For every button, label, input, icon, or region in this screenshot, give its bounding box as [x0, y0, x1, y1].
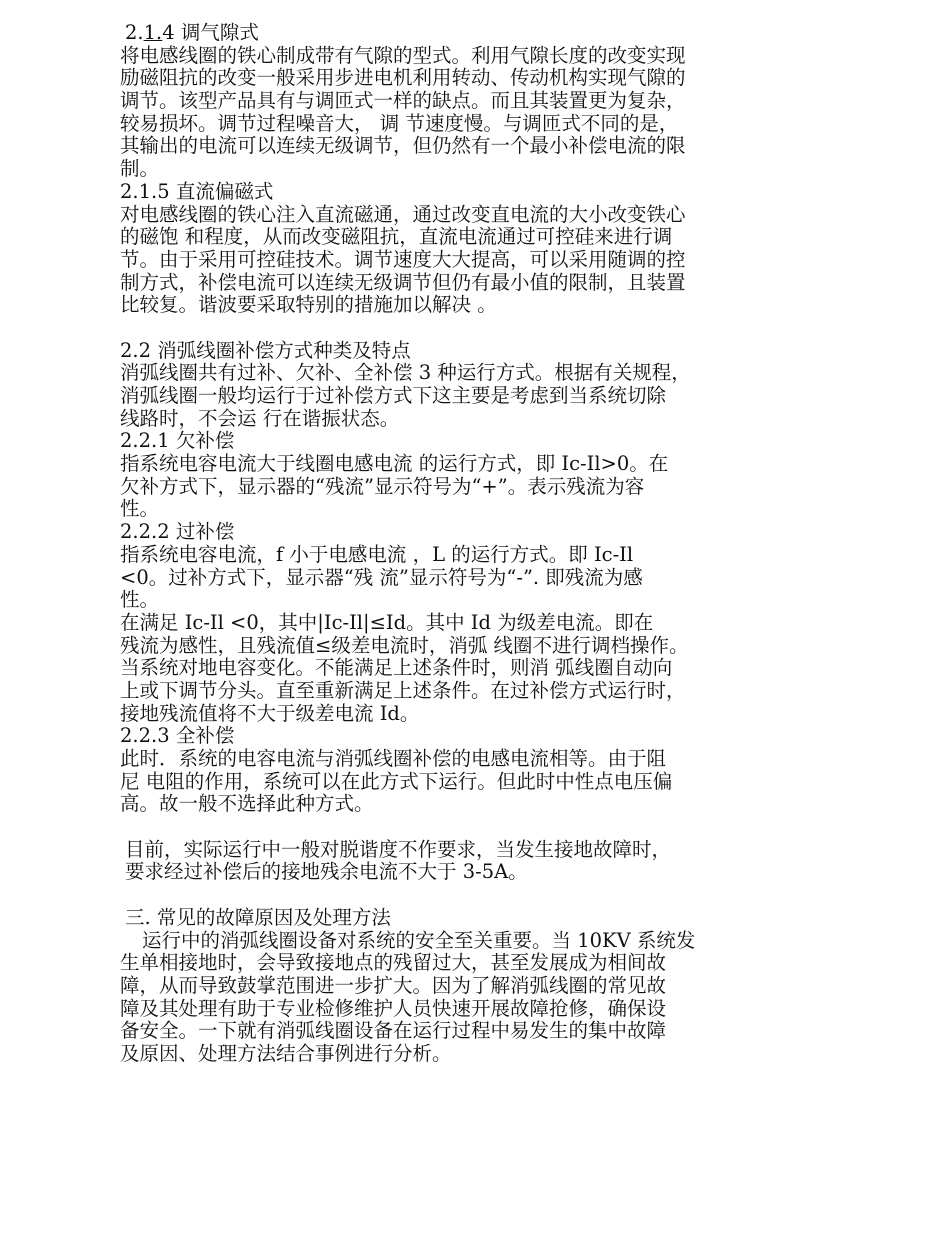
text-line: 指系统电容电流，f 小于电感电流 ，L 的运行方式。即 Ic-Il	[120, 542, 634, 566]
text-line: 要求经过补偿后的接地残余电流不大于 3-5A。	[125, 860, 528, 884]
text-line: 此时．系统的电容电流与消弧线圈补偿的电感电流相等。由于阻	[120, 747, 667, 770]
text-line: 节。由于采用可控硅技术。调节速度大大提高，可以采用随调的控	[120, 247, 686, 271]
blank-line	[120, 884, 770, 907]
blank-line	[120, 317, 770, 340]
text-line: 运行中的消弧线圈设备对系统的安全至关重要。当 10KV 系统发	[142, 928, 696, 952]
text-line: 障及其处理有助于专业检修维护人员快速开展故障抢修，确保设	[120, 996, 667, 1020]
text-line: 当系统对地电容变化。不能满足上述条件时，则消 弧线圈自动向	[120, 656, 673, 680]
text-line: 较易损坏。调节过程噪音大， 调 节速度慢。与调匝式不同的是，	[120, 111, 679, 135]
heading-2-1-5: 2.1.5 直流偏磁式	[120, 179, 274, 203]
text-line: 制方式，补偿电流可以连续无级调节但仍有最小值的限制，且装置	[120, 270, 686, 294]
text-line: 将电感线圈的铁心制成带有气隙的型式。利用气隙长度的改变实现	[120, 43, 686, 67]
text-line: 残流为感性，且残流值≤级差电流时，消弧 线圈不进行调档操作。	[120, 633, 689, 657]
heading-2-2-1: 2.2.1 欠补偿	[120, 429, 235, 453]
heading-2-1-4-part3: 4 调气隙式	[162, 21, 259, 44]
text-line: 备安全。一下就有消弧线圈设备在运行过程中易发生的集中故障	[120, 1019, 667, 1043]
heading-2-2-3: 2.2.3 全补偿	[120, 724, 235, 748]
text-line: 励磁阻抗的改变一般采用步进电机利用转动、传动机构实现气隙的	[120, 66, 686, 90]
heading-2-2: 2.2 消弧线圈补偿方式种类及特点	[120, 338, 411, 362]
text-line: 障，从而导致鼓掌范围进一步扩大。因为了解消弧线圈的常见故	[120, 973, 667, 997]
text-line: 在满足 Ic-Il <0，其中|Ic-Il|≤Id。其中 Id 为级差电流。即在	[120, 610, 654, 634]
heading-2-1-4-part1: 2.	[125, 21, 144, 44]
text-line: 目前，实际运行中一般对脱谐度不作要求，当发生接地故障时，	[125, 837, 672, 861]
text-line: 及原因、处理方法结合事例进行分析。	[120, 1041, 452, 1065]
text-line: 尼 电阻的作用，系统可以在此方式下运行。但此时中性点电压偏	[120, 769, 673, 793]
text-line: 生单相接地时，会导致接地点的残留过大，甚至发展成为相间故	[120, 951, 667, 975]
blank-line	[120, 816, 770, 839]
text-line: 性。	[120, 588, 160, 612]
heading-2-1-4	[120, 22, 770, 45]
text-line: 消弧线圈共有过补、欠补、全补偿 3 种运行方式。根据有关规程，	[120, 361, 691, 385]
text-line: 线路时，不会运 行在谐振状态。	[120, 406, 400, 430]
text-line: 接地残流值将不大于级差电流 Id。	[120, 701, 420, 725]
text-line: 调节。该型产品具有与调匝式一样的缺点。而且其装置更为复杂，	[120, 89, 686, 113]
text-line: 高。故一般不选择此种方式。	[120, 792, 374, 816]
text-line: 的磁饱 和程度，从而改变磁阻抗，直流电流通过可控硅来进行调	[120, 225, 673, 249]
text-line: 其输出的电流可以连续无级调节，但仍然有一个最小补偿电流的限	[120, 134, 686, 158]
text-line: <0。过补方式下，显示器“残 流”显示符号为“-”. 即残流为感	[120, 565, 643, 589]
text-line: 性。	[120, 497, 160, 521]
text-line: 制。	[120, 157, 160, 181]
text-line: 指系统电容电流大于线圈电感电流 的运行方式，即 Ic-Il>0。在	[120, 452, 669, 476]
text-line: 消弧线圈一般均运行于过补偿方式下这主要是考虑到当系统切除	[120, 384, 667, 407]
text-line: 比较复。谐波要采取特别的措施加以解决 。	[120, 293, 497, 317]
text-line: 上或下调节分头。直至重新满足上述条件。在过补偿方式运行时，	[120, 678, 686, 702]
heading-2-2-2: 2.2.2 过补偿	[120, 520, 235, 544]
text-line: 欠补方式下，显示器的“残流”显示符号为“+”。表示残流为容	[120, 474, 645, 498]
document-page	[120, 22, 770, 1066]
heading-2-1-4-part2-underlined: 1.	[143, 21, 163, 44]
heading-section-3: 三. 常见的故障原因及处理方法	[125, 905, 391, 929]
text-line: 对电感线圈的铁心注入直流磁通，通过改变直电流的大小改变铁心	[120, 202, 686, 226]
